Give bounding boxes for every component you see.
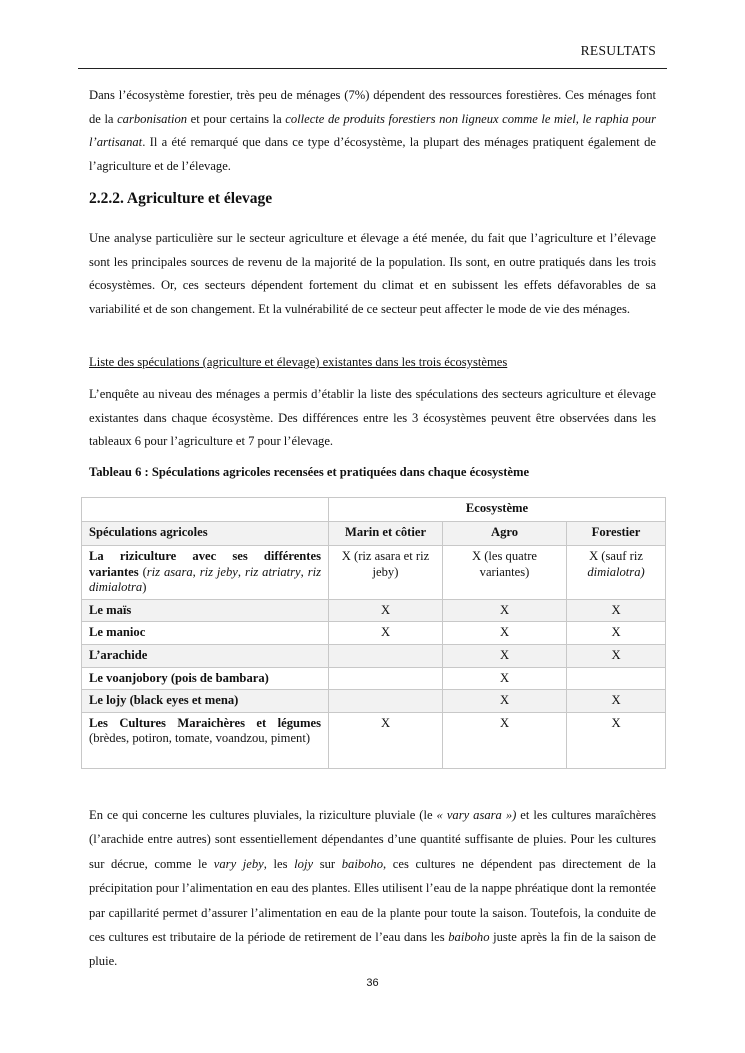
col-header-speculations: Spéculations agricoles [82, 522, 329, 546]
table-row [82, 622, 666, 645]
text-bold: Les Cultures Maraichères et légumes [89, 715, 321, 730]
cell-agro: X (les quatre variantes) [443, 546, 567, 600]
text: et les cultures maraîchères (l’arachide entre autres) sont essentiellement dépendantes d’une quantité suffisante de pluies. Pour les cultures sur décrue, comme le [89, 808, 656, 871]
text: sur [313, 856, 342, 871]
cell-agro: X [443, 667, 567, 690]
col-header-forestier: Forestier [567, 522, 666, 546]
cell-speculation: Le manioc [82, 622, 329, 645]
cell-marin: X [329, 712, 443, 768]
cell-marin: X [329, 599, 443, 622]
col-header-agro: Agro [443, 522, 567, 546]
text: X (sauf riz [589, 549, 643, 563]
table-header-row [82, 522, 666, 546]
text-italic: riz jeby [199, 564, 238, 579]
text: juste après la fin de la saison de pluie. [89, 930, 656, 969]
cell-agro: X [443, 599, 567, 622]
text-italic: riz atriatry [244, 564, 301, 579]
cell-forestier: X [567, 712, 666, 768]
text-italic: dimialotra) [587, 564, 645, 579]
paragraph-forest-ecosystem [89, 84, 656, 178]
ecosystem-group-header: Ecosystème [329, 498, 666, 522]
cell-speculation: Le lojy (black eyes et mena) [82, 690, 329, 713]
table-group-header-row [82, 498, 666, 522]
text-italic: riz dimialotra [89, 564, 321, 595]
text-italic: baiboho [341, 856, 383, 871]
col-header-marin: Marin et côtier [329, 522, 443, 546]
cell-speculation [82, 712, 329, 768]
text-italic: riz asara [146, 564, 193, 579]
text-italic: vary jeby [213, 856, 264, 871]
text-italic: collecte de produits forestiers non ligneux comme le miel, le raphia pour l’artisanat [89, 111, 656, 150]
subheading-underlined: Liste des spéculations (agriculture et élevage) existantes dans les trois écosystèmes [89, 355, 508, 369]
cell-marin [329, 690, 443, 713]
text: , [192, 564, 200, 579]
text-italic: baiboho [448, 930, 490, 945]
cell-forestier [567, 667, 666, 690]
table-row-riziculture [82, 546, 666, 600]
text-italic: carbonisation [117, 111, 188, 126]
cell-speculation: Le voanjobory (pois de bambara) [82, 667, 329, 690]
text: , ces cultures ne dépendent pas directement de la précipitation pour l’alimentation en eau des plantes. Elles utilisent l’eau de la nappe phréatique dont la remontée par capillarité permet d’assurer l’alimentation en eau de la plante pour toute la saison. Toutefois, la conduite de ces cultures est tributaire de la période de retirement de l’eau dans les [89, 856, 656, 945]
cell-marin [329, 667, 443, 690]
table-caption: Tableau 6 : Spéculations agricoles recensées et pratiquées dans chaque écosystème [89, 465, 530, 479]
paragraph-survey: L’enquête au niveau des ménages a permis d’établir la liste des spéculations des secteurs agriculture et élevage existantes dans chaque écosystème. Des différences entre les 3 écosystèmes peuvent être observées dans les tableaux 6 pour l’agriculture et 7 pour l’élevage. [89, 387, 656, 449]
text: (brèdes, potiron, tomate, voandzou, piment) [89, 731, 311, 746]
running-header: RESULTATS [580, 43, 656, 58]
table-row [82, 667, 666, 690]
cell-agro: X [443, 712, 567, 768]
paragraph-agriculture-intro: Une analyse particulière sur le secteur agriculture et élevage a été menée, du fait que l’agriculture et l’élevage sont les principales sources de revenu de la majorité de la population. Ils sont, en outre pratiqués dans les trois écosystèmes. Or, ces secteurs dépendent fortement du climat et en subissent les effets défavorables de sa variabilité et de son changement. Et la vulnérabilité de ce secteur peut affecter le mode de vie des ménages. [89, 231, 656, 316]
speculations-table [81, 497, 666, 769]
cell-speculation [82, 546, 329, 600]
section-heading: 2.2.2. Agriculture et élevage [89, 190, 273, 207]
cell-speculation: Le maïs [82, 599, 329, 622]
cell-agro: X [443, 644, 567, 667]
cell-forestier: X [567, 599, 666, 622]
table-row [82, 644, 666, 667]
table-cell-empty [82, 498, 329, 522]
text-italic: lojy [294, 856, 314, 871]
cell-marin: X [329, 622, 443, 645]
cell-speculation: L’arachide [82, 644, 329, 667]
text: , les [263, 856, 295, 871]
text: En ce qui concerne les cultures pluviales, la riziculture pluviale (le [89, 808, 437, 822]
cell-marin: X (riz asara et riz jeby) [329, 546, 443, 600]
cell-forestier: X [567, 644, 666, 667]
table-row [82, 690, 666, 713]
text-bold: La riziculture avec ses différentes variantes [89, 549, 321, 579]
cell-marin [329, 644, 443, 667]
paragraph-cultures-pluviales [89, 803, 656, 974]
text-italic: « vary asara ») [436, 808, 517, 822]
page-number: 36 [366, 977, 379, 989]
text: Dans l’écosystème forestier, très peu de ménages (7%) dépendent des ressources forestières. Ces ménages font de la [89, 88, 656, 126]
text: , [300, 564, 308, 579]
text: . Il a été remarqué que dans ce type d’écosystème, la plupart des ménages pratiquent également de l’agriculture et de l’élevage. [89, 135, 656, 173]
cell-forestier: X [567, 690, 666, 713]
header-rule [78, 68, 667, 69]
text: et pour certains la [187, 111, 286, 126]
text: ) [142, 580, 147, 595]
cell-forestier [567, 546, 666, 600]
text: , [237, 564, 245, 579]
cell-agro: X [443, 622, 567, 645]
table-row [82, 599, 666, 622]
cell-forestier: X [567, 622, 666, 645]
text: ( [138, 564, 147, 579]
table-row-maraicheres [82, 712, 666, 768]
cell-agro: X [443, 690, 567, 713]
